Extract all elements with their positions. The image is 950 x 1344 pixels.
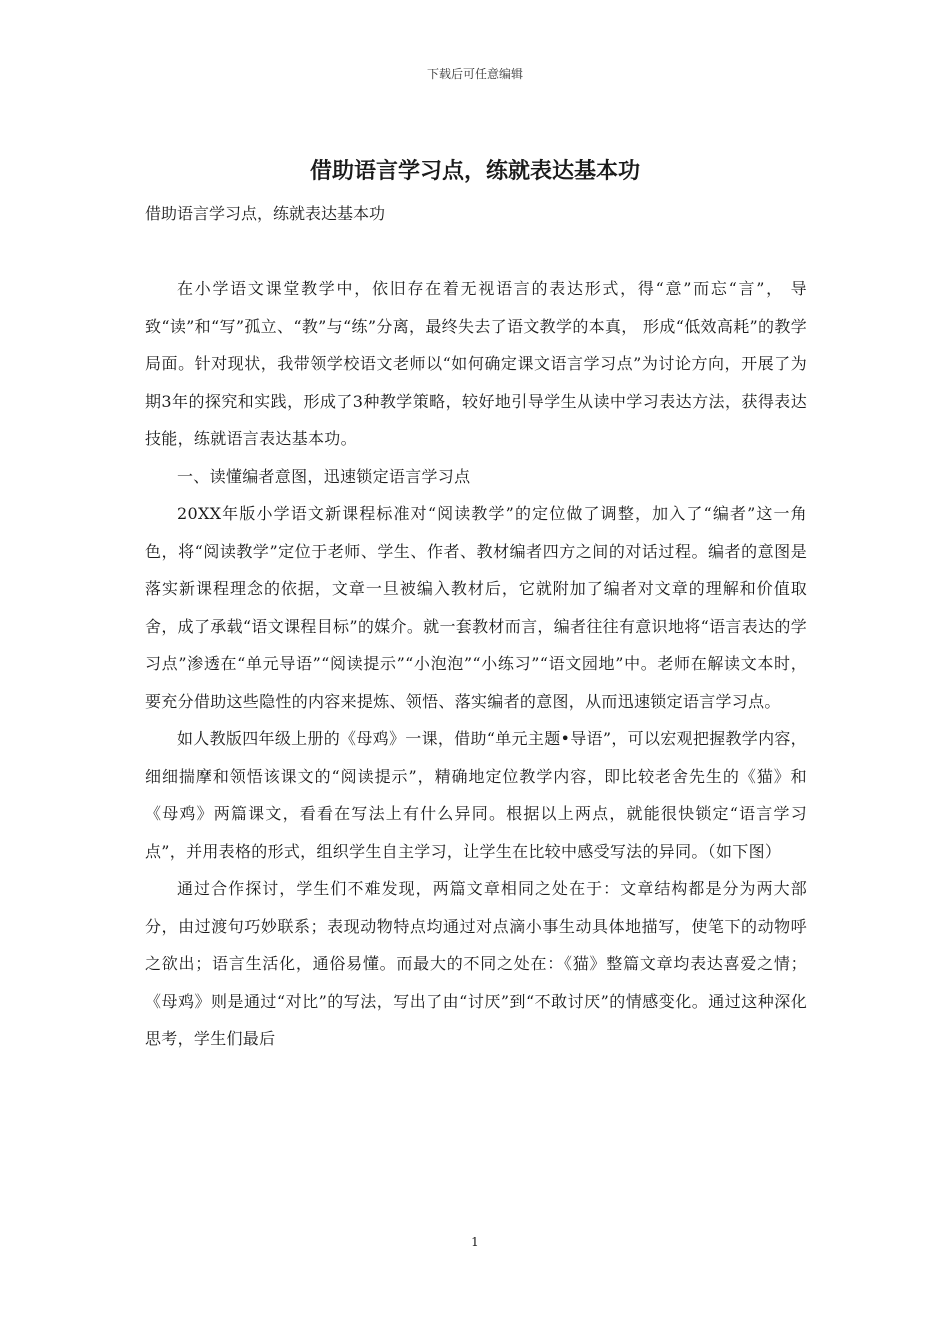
paragraph-discussion: 通过合作探讨，学生们不难发现，两篇文章相同之处在于：文章结构都是分为两大部分，由过渡句巧妙联系；表现动物特点均通过对点滴小事生动具体地描写，使笔下的动物呼之欲出；语言生活化，通俗易懂。而最大的不同之处在：《猫》整篇文章均表达喜爱之情；《母鸡》则是通过“对比”的写法，写出了由“讨厌”到“不敢讨厌”的情感变化。通过这种深化思考，学生们最后 [145, 879, 807, 1048]
page-header-note: 下载后可任意编辑 [426, 67, 523, 81]
page-number: 1 [471, 1235, 479, 1249]
document-title: 借助语言学习点，练就表达基本功 [309, 158, 640, 184]
document-body [145, 270, 807, 1058]
document-subtitle: 借助语言学习点，练就表达基本功 [145, 204, 386, 223]
section-heading: 一、读懂编者意图，迅速锁定语言学习点 [177, 466, 471, 486]
paragraph-curriculum: 20XX年版小学语文新课程标准对“阅读教学”的定位做了调整，加入了“编者”这一角色，将“阅读教学”定位于老师、学生、作者、教材编者四方之间的对话过程。编者的意图是落实新课程理念的依据，文章一旦被编入教材后，它就附加了编者对文章的理解和价值取舍，成了承载“语文课程目标”的媒介。就一套教材而言，编者往往有意识地将“语言表达的学习点”渗透在“单元导语”“阅读提示”“小泡泡”“小练习”“语文园地”中。老师在解读文本时，要充分借助这些隐性的内容来提炼、领悟、落实编者的意图，从而迅速锁定语言学习点。 [145, 504, 807, 711]
paragraph-intro: 在小学语文课堂教学中，依旧存在着无视语言的表达形式，得“意”而忘“言”， 导致“读”和“写”孤立、“教”与“练”分离，最终失去了语文教学的本真， 形成“低效高耗”的教学局面。针对现状，我带领学校语文老师以“如何确定课文语言学习点”为讨论方向，开展了为期3年的探究和实践，形成了3种教学策略，较好地引导学生从读中学习表达方法，获得表达技能，练就语言表达基本功。 [145, 279, 807, 448]
paragraph-example: 如人教版四年级上册的《母鸡》一课，借助“单元主题•导语”，可以宏观把握教学内容，细细揣摩和领悟该课文的“阅读提示”，精确地定位教学内容，即比较老舍先生的《猫》和《母鸡》两篇课文，看看在写法上有什么异同。根据以上两点，就能很快锁定“语言学习点”，并用表格的形式，组织学生自主学习，让学生在比较中感受写法的异同。（如下图） [145, 729, 807, 861]
